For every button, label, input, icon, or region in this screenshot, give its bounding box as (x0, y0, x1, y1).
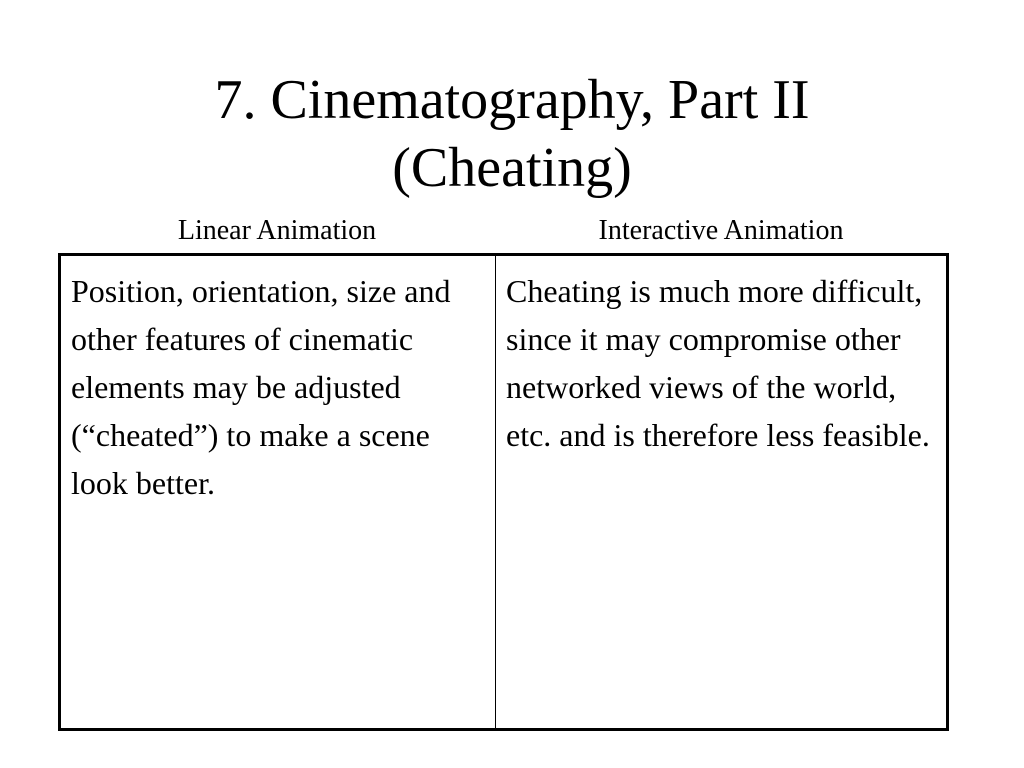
slide-title-line-1: 7. Cinematography, Part II (214, 69, 810, 131)
slide-title (0, 66, 1024, 202)
table-cell-linear-animation: Position, orientation, size and other features of cinematic elements may be adjusted (“cheated”) to make a scene look better. (61, 256, 496, 728)
table-cell-interactive-animation: Cheating is much more difficult, since it may compromise other networked views of the world, etc. and is therefore less feasible. (506, 273, 930, 453)
comparison-table (58, 253, 949, 731)
slide-title-line-2: (Cheating) (392, 137, 632, 199)
column-header-interactive-animation: Interactive Animation (598, 215, 844, 246)
column-header-linear-animation: Linear Animation (177, 215, 377, 246)
